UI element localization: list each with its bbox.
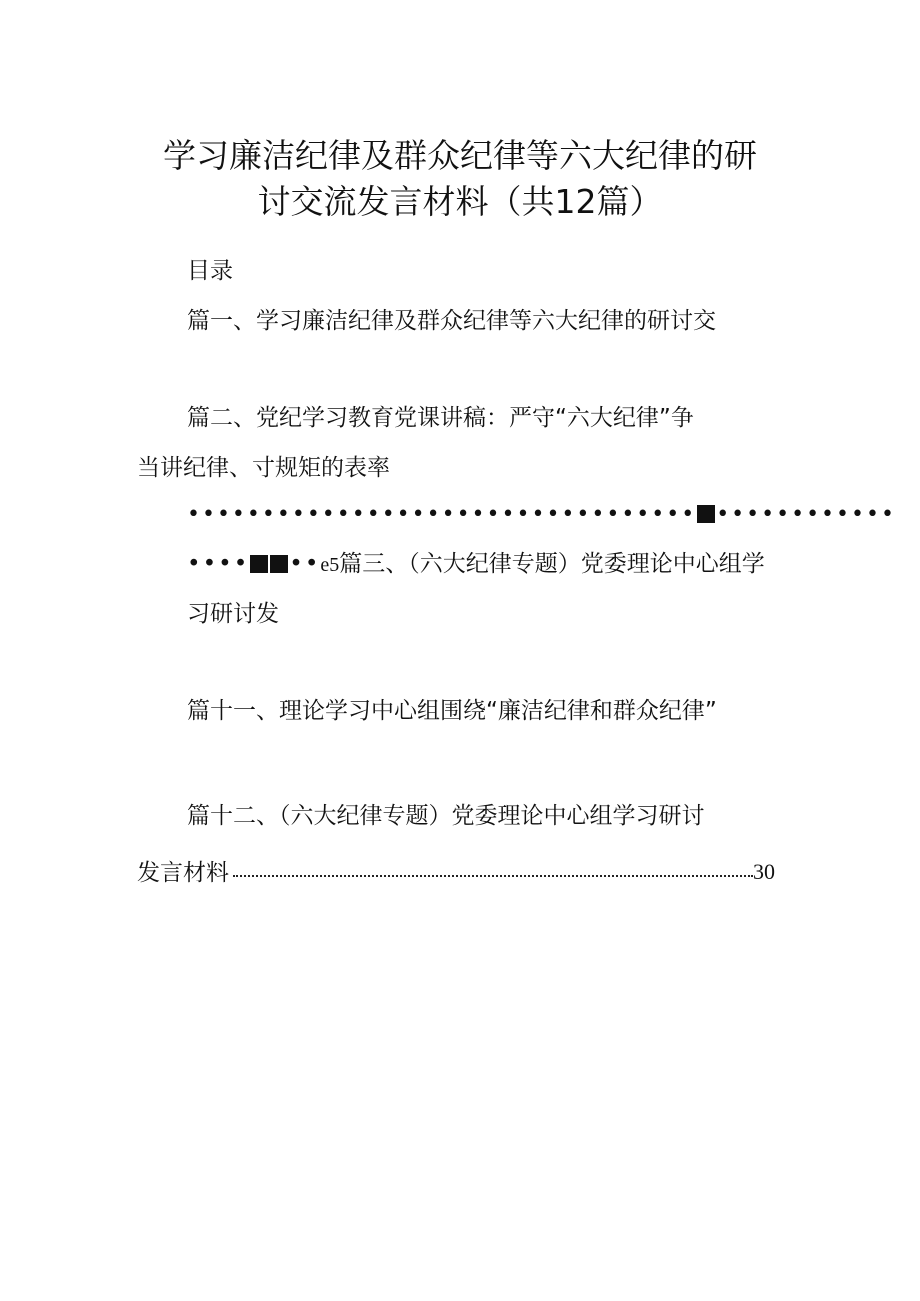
toc-entry-3-line2: 习研讨发 [187,601,279,627]
square-glyph [250,555,268,573]
dot-leader-mid: •• [289,551,321,577]
page-number: 30 [753,859,775,884]
toc-entry-3-line1 [187,548,765,581]
dot-leader-row1 [187,500,896,530]
toc-heading: 目录 [187,258,233,284]
page-fragment: e5 [320,554,340,576]
toc-entry-12-line2: 发言材料 [137,860,229,886]
toc-entry-2-line1: 篇二、党纪学习教育党课讲稿：严守“六大纪律”争 [187,405,694,431]
document-title-line2: 讨交流发言材料（共12篇） [257,182,663,221]
dot-leader-prefix: •••• [187,551,250,577]
toc-entry-12-line1: 篇十二、（六大纪律专题）党委理论中心组学习研讨 [187,803,705,829]
dot-leader-right: •••••••••••• [716,502,896,527]
square-glyph [270,555,288,573]
square-glyph [697,505,715,523]
toc-entry-11: 篇十一、理论学习中心组围绕“廉洁纪律和群众纪律” [187,698,717,724]
toc-entry-1: 篇一、学习廉洁纪律及群众纪律等六大纪律的研讨交 [187,308,716,334]
toc-entry-3-text: 篇三、（六大纪律专题）党委理论中心组学 [339,551,765,577]
dot-leader-left: •••••••••••••••••••••••••••••••••• [187,502,697,527]
document-title-line1: 学习廉洁纪律及群众纪律等六大纪律的研 [163,136,757,175]
toc-entry-2-line2: 当讲纪律、寸规矩的表率 [137,455,390,481]
dot-leader-line [233,873,753,877]
